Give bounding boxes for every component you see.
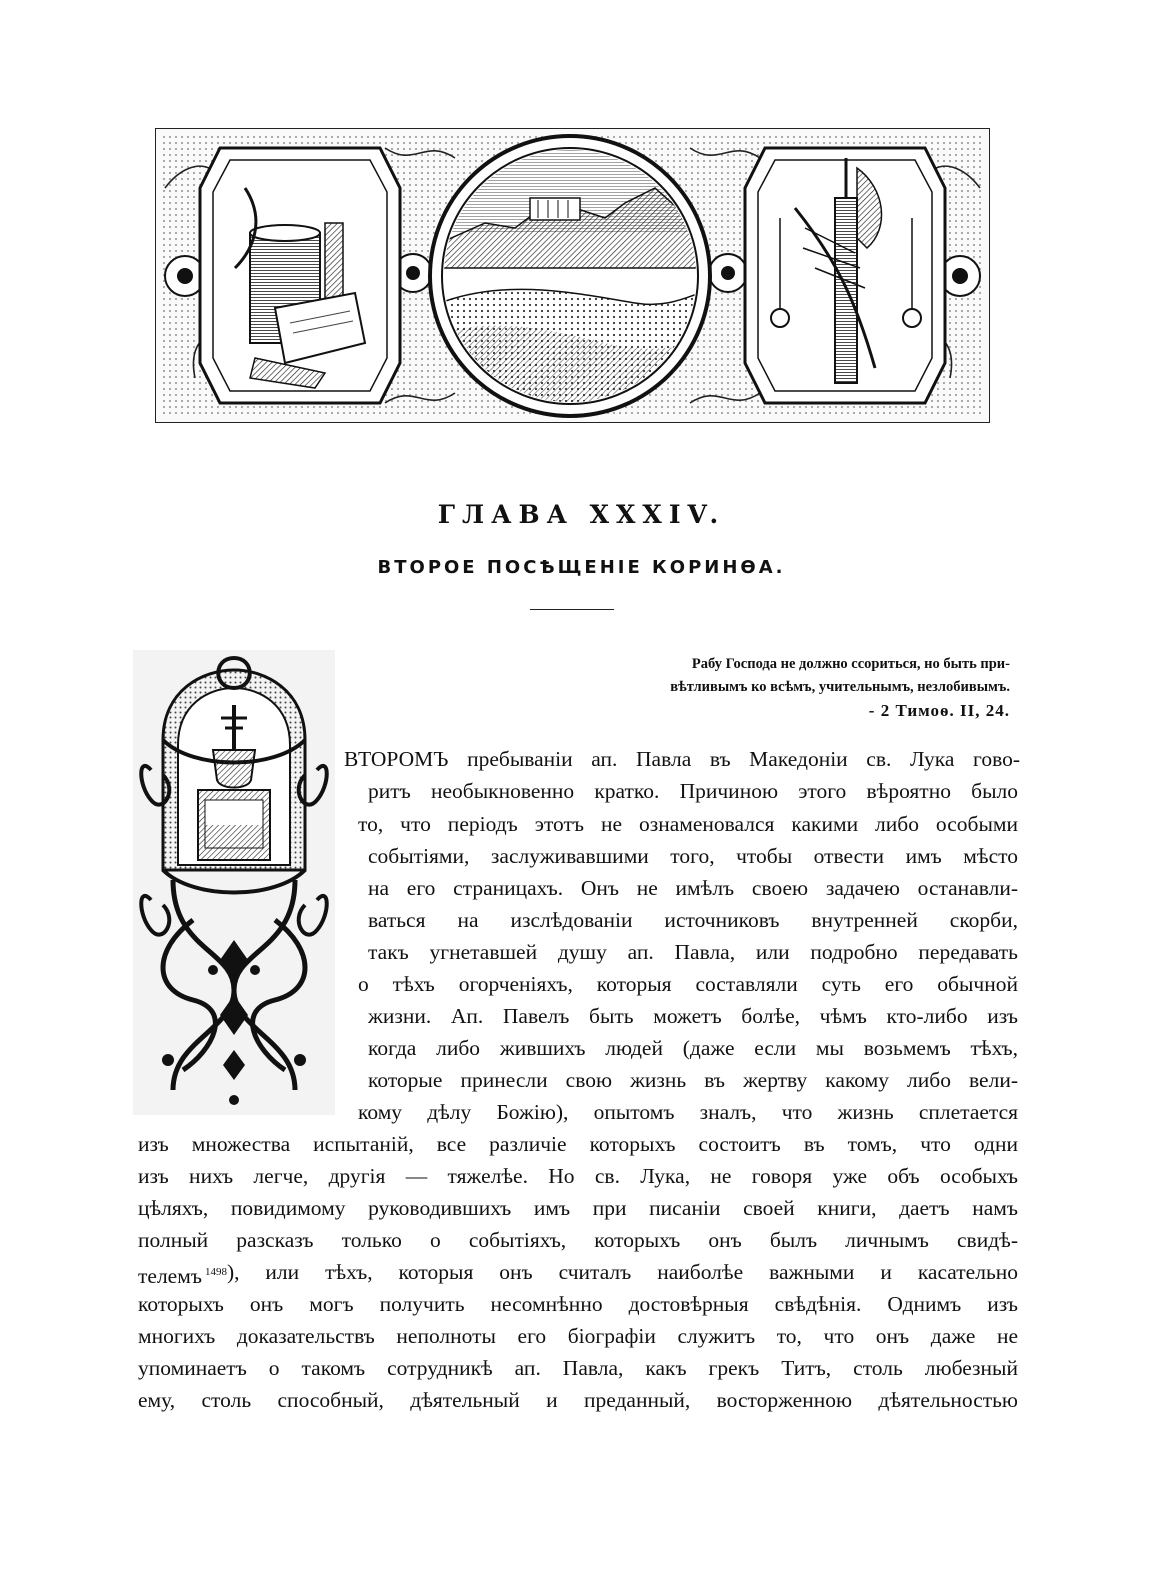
body-line-4: событіями, заслуживавшими того, чтобы отвести имъ мѣсто <box>368 844 1018 868</box>
body-line-13: изъ множества испытаній, все различіе которыхъ состоитъ въ томъ, что одни <box>138 1132 1018 1156</box>
body-line-2: ритъ необыкновенно кратко. Причиною этого вѣроятно было <box>368 779 1018 803</box>
ornamental-initial <box>133 650 335 1115</box>
body-line-8: о тѣхъ огорченіяхъ, которыя составляли суть его обычной <box>358 972 1018 996</box>
body-line-1: ВТОРОМЪ пребываніи ап. Павла въ Македоніи св. Лука гово- <box>344 747 1020 771</box>
headpiece-engraving <box>155 128 990 423</box>
body-line-6: ваться на изслѣдованіи источниковъ внутренней скорби, <box>368 908 1018 932</box>
body-line-14: изъ нихъ легче, другія — тяжелѣе. Но св. Лука, не говоря уже объ особыхъ <box>138 1164 1018 1188</box>
body-line-16: полный разсказъ только о событіяхъ, которыхъ онъ былъ личнымъ свидѣ- <box>138 1228 1018 1252</box>
body-line-18: которыхъ онъ могъ получить несомнѣнно достовѣрныя свѣдѣнія. Однимъ изъ <box>138 1292 1018 1316</box>
chapter-subtitle: ВТОРОЕ ПОСѢЩЕНІЕ КОРИНѲА. <box>377 557 786 578</box>
body-line-17-rest: ), или тѣхъ, которыя онъ считалъ наиболѣе важными и касательно <box>226 1260 1018 1284</box>
epigraph-line-2: вѣтливымъ ко всѣмъ, учительнымъ, незлобивымъ. <box>670 679 1010 695</box>
body-line-12: кому дѣлу Божію), опытомъ зналъ, что жизнь сплетается <box>358 1100 1018 1124</box>
body-line-21: ему, столь способный, дѣятельный и преданный, восторженною дѣятельностью <box>138 1388 1018 1412</box>
body-line-10: когда либо жившихъ людей (даже если мы возьмемъ тѣхъ, <box>368 1036 1018 1060</box>
body-line-17-start: телемъ $^{1498}$ <box>138 1264 227 1288</box>
body-line-17 <box>138 1258 1018 1290</box>
chapter-title: ГЛАВА XXXIV. <box>437 500 726 529</box>
body-line-5: на его страницахъ. Онъ не имѣлъ своею задачею останавли- <box>368 876 1018 900</box>
body-line-3: то, что періодъ этотъ не ознаменовался какими либо особыми <box>358 812 1018 836</box>
body-line-20: упоминаетъ о такомъ сотрудникѣ ап. Павла, какъ грекъ Титъ, столь любезный <box>138 1356 1018 1380</box>
body-line-15: цѣляхъ, повидимому руководившихъ имъ при писаніи своей книги, даетъ намъ <box>138 1196 1018 1220</box>
epigraph <box>490 653 1010 722</box>
footnote-marker[interactable]: 1498 <box>204 1266 227 1278</box>
body-line-9: жизни. Ап. Павелъ быть можетъ болѣе, чѣмъ кто-либо изъ <box>368 1004 1018 1028</box>
body-line-19: многихъ доказательствъ неполноты его біографіи служитъ то, что онъ даже не <box>138 1324 1018 1348</box>
epigraph-line-1: Рабу Господа не должно ссориться, но быть при- <box>691 656 1010 672</box>
title-rule <box>530 609 614 610</box>
epigraph-reference: - 2 Тимоѳ. II, 24. <box>868 701 1010 720</box>
body-line-11: которые принесли свою жизнь въ жертву какому либо вели- <box>368 1068 1018 1092</box>
body-line-7: такъ угнетавшей душу ап. Павла, или подробно передавать <box>368 940 1018 964</box>
